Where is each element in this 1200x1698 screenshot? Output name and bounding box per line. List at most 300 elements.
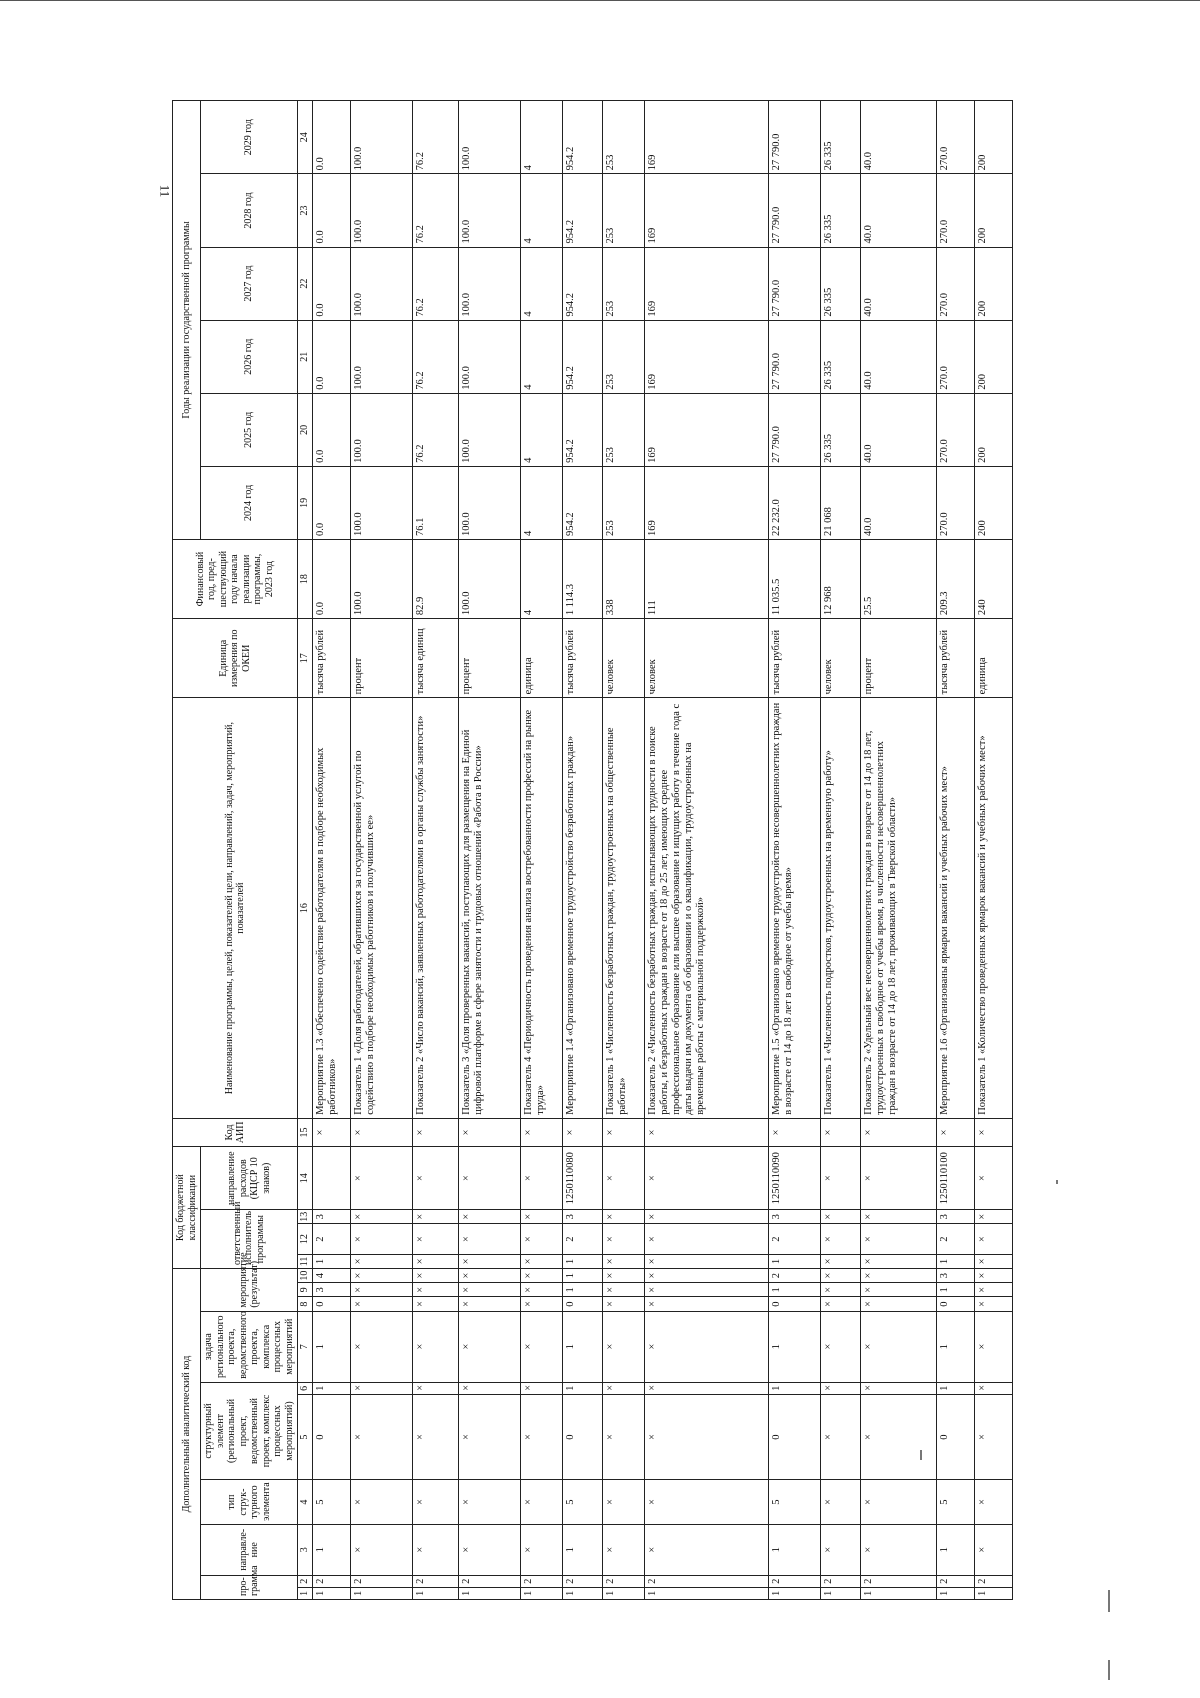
code-cell: 1 xyxy=(768,1587,820,1599)
code-cell: 1250110090 xyxy=(768,1147,820,1210)
code-cell: × xyxy=(860,1147,936,1210)
year-value: 954.2 xyxy=(562,466,602,539)
code-cell: × xyxy=(412,1480,458,1525)
year-value: 0.0 xyxy=(312,393,350,466)
year-value: 26 335 xyxy=(820,320,860,393)
code-cell: × xyxy=(412,1311,458,1382)
column-number: 1 xyxy=(298,1587,313,1599)
code-cell: 2 xyxy=(350,1575,412,1587)
code-cell: × xyxy=(936,1118,974,1146)
code-cell: × xyxy=(820,1311,860,1382)
column-number: 13 xyxy=(298,1210,313,1224)
column-number: 5 xyxy=(298,1394,313,1479)
table-row xyxy=(602,101,644,1600)
column-number: 17 xyxy=(298,619,313,698)
code-cell: 1 xyxy=(562,1587,602,1599)
code-cell: × xyxy=(458,1382,520,1394)
code-cell: × xyxy=(820,1283,860,1297)
year-value: 27 790.0 xyxy=(768,101,820,174)
code-cell: × xyxy=(520,1297,562,1311)
code-cell: × xyxy=(458,1297,520,1311)
code-cell: 2 xyxy=(458,1575,520,1587)
column-number: 22 xyxy=(298,247,313,320)
code-cell: × xyxy=(602,1283,644,1297)
code-cell: 5 xyxy=(936,1480,974,1525)
table-row xyxy=(350,101,412,1600)
year-value: 40.0 xyxy=(860,320,936,393)
table-row xyxy=(562,101,602,1600)
code-cell: × xyxy=(458,1269,520,1283)
code-cell: × xyxy=(974,1254,1012,1268)
code-cell: × xyxy=(974,1394,1012,1479)
code-cell: × xyxy=(644,1224,768,1254)
code-cell: × xyxy=(412,1394,458,1479)
year-value: 76.1 xyxy=(412,466,458,539)
code-cell: × xyxy=(860,1224,936,1254)
year-value: 200 xyxy=(974,466,1012,539)
fin-year-value: 4 xyxy=(520,539,562,618)
row-unit: единица xyxy=(520,619,562,698)
row-name: Мероприятие 1.4 «Организовано временное трудоустройство безработных граждан» xyxy=(562,698,602,1118)
code-cell: × xyxy=(350,1382,412,1394)
code-cell: 0 xyxy=(768,1297,820,1311)
code-cell: × xyxy=(974,1147,1012,1210)
code-cell: 0 xyxy=(312,1297,350,1311)
code-cell: × xyxy=(602,1311,644,1382)
table-row xyxy=(520,101,562,1600)
code-cell: × xyxy=(820,1269,860,1283)
code-cell: 3 xyxy=(936,1210,974,1224)
fin-year-value: 0.0 xyxy=(312,539,350,618)
year-value: 21 068 xyxy=(820,466,860,539)
code-cell: × xyxy=(458,1524,520,1575)
code-cell: × xyxy=(350,1480,412,1525)
code-cell: × xyxy=(412,1210,458,1224)
code-cell: × xyxy=(412,1224,458,1254)
code-cell: 0 xyxy=(312,1394,350,1479)
code-cell: × xyxy=(820,1147,860,1210)
year-value: 200 xyxy=(974,320,1012,393)
row-unit: тысяча рублей xyxy=(936,619,974,698)
year-value: 270.0 xyxy=(936,320,974,393)
fin-year-value: 82.9 xyxy=(412,539,458,618)
code-cell: 2 xyxy=(644,1575,768,1587)
year-value: 40.0 xyxy=(860,101,936,174)
code-cell: 1 xyxy=(936,1283,974,1297)
code-cell: × xyxy=(644,1269,768,1283)
column-number: 11 xyxy=(298,1254,313,1268)
code-cell: × xyxy=(974,1480,1012,1525)
code-cell: × xyxy=(350,1524,412,1575)
header-structural-element: структурный элемент (региональный проект, ведомственный проект, комплекс процессных мероприятий) xyxy=(201,1382,298,1479)
row-name: Показатель 2 «Число вакансий, заявленных работодателями в органы службы занятости» xyxy=(412,698,458,1118)
code-cell: 1 xyxy=(602,1587,644,1599)
fin-year-value: 12 968 xyxy=(820,539,860,618)
code-cell: × xyxy=(520,1254,562,1268)
code-cell: × xyxy=(974,1269,1012,1283)
code-cell: 1 xyxy=(768,1254,820,1268)
header-years-group: Годы реализации государственной программы xyxy=(173,101,201,540)
column-number: 3 xyxy=(298,1524,313,1575)
code-cell: 1 xyxy=(768,1382,820,1394)
code-cell: × xyxy=(644,1283,768,1297)
code-cell: 1 xyxy=(562,1311,602,1382)
code-cell: 1 xyxy=(860,1587,936,1599)
year-value: 40.0 xyxy=(860,393,936,466)
row-unit: единица xyxy=(974,619,1012,698)
code-cell: × xyxy=(644,1382,768,1394)
year-value: 0.0 xyxy=(312,247,350,320)
year-value: 27 790.0 xyxy=(768,393,820,466)
column-number: 10 xyxy=(298,1269,313,1283)
code-cell: × xyxy=(644,1480,768,1525)
row-name: Показатель 3 «Доля проверенных вакансий, поступающих для размещения на Единой цифровой платформе в сфере занятости и трудовых отношений «Работа в России» xyxy=(458,698,520,1118)
code-cell: 0 xyxy=(562,1297,602,1311)
code-cell: 1250110080 xyxy=(562,1147,602,1210)
table-row xyxy=(974,101,1012,1600)
year-value: 4 xyxy=(520,247,562,320)
code-cell: 0 xyxy=(936,1297,974,1311)
code-cell: 1 xyxy=(312,1524,350,1575)
code-cell: × xyxy=(974,1210,1012,1224)
header-element-type: тип струк-турного элемента xyxy=(201,1480,298,1525)
code-cell: × xyxy=(644,1297,768,1311)
code-cell: 1 xyxy=(312,1254,350,1268)
code-cell: 3 xyxy=(936,1269,974,1283)
row-name: Показатель 1 «Доля работодателей, обратившихся за государственной услугой по содействию в подборе необходимых работников и получивших ее» xyxy=(350,698,412,1118)
code-cell: × xyxy=(458,1311,520,1382)
year-value: 0.0 xyxy=(312,320,350,393)
year-value: 100.0 xyxy=(350,393,412,466)
row-unit: тысяча рублей xyxy=(562,619,602,698)
code-cell: × xyxy=(458,1283,520,1297)
code-cell: × xyxy=(602,1297,644,1311)
fin-year-value: 100.0 xyxy=(350,539,412,618)
code-cell: × xyxy=(350,1297,412,1311)
code-cell: × xyxy=(860,1311,936,1382)
year-value: 270.0 xyxy=(936,101,974,174)
code-cell: × xyxy=(974,1297,1012,1311)
code-cell: × xyxy=(860,1269,936,1283)
code-cell: × xyxy=(860,1210,936,1224)
code-cell: 1 xyxy=(562,1254,602,1268)
header-year: 2026 год xyxy=(201,320,298,393)
column-number: 23 xyxy=(298,174,313,247)
fin-year-value: 240 xyxy=(974,539,1012,618)
year-value: 200 xyxy=(974,174,1012,247)
table-row xyxy=(936,101,974,1600)
code-cell: 3 xyxy=(312,1210,350,1224)
code-cell: × xyxy=(974,1311,1012,1382)
header-year: 2028 год xyxy=(201,174,298,247)
year-value: 0.0 xyxy=(312,101,350,174)
code-cell: × xyxy=(412,1254,458,1268)
row-name: Показатель 4 «Периодичность проведения анализа востребованности профессий на рынке труда» xyxy=(520,698,562,1118)
fin-year-value: 11 035.5 xyxy=(768,539,820,618)
code-cell: × xyxy=(520,1269,562,1283)
column-number: 8 xyxy=(298,1297,313,1311)
code-cell: × xyxy=(458,1118,520,1146)
year-value: 26 335 xyxy=(820,101,860,174)
row-name: Мероприятие 1.6 «Организованы ярмарки вакансий и учебных рабочих мест» xyxy=(936,698,974,1118)
code-cell: 0 xyxy=(768,1394,820,1479)
code-cell: × xyxy=(458,1147,520,1210)
code-cell: × xyxy=(520,1118,562,1146)
year-value: 0.0 xyxy=(312,466,350,539)
year-value: 76.2 xyxy=(412,393,458,466)
code-cell: × xyxy=(860,1524,936,1575)
code-cell: × xyxy=(820,1394,860,1479)
code-cell: × xyxy=(602,1524,644,1575)
fin-year-value: 25.5 xyxy=(860,539,936,618)
code-cell: 2 xyxy=(768,1269,820,1283)
code-cell: × xyxy=(458,1394,520,1479)
code-cell: 2 xyxy=(520,1575,562,1587)
column-number: 16 xyxy=(298,698,313,1118)
code-cell: × xyxy=(520,1147,562,1210)
row-name: Показатель 2 «Численность безработных граждан, испытывающих трудности в поиске работы, и безработных граждан в возрасте от 18 до 25 лет, имеющих среднее профессиональное образование или высшее образование и ищущих работу в течение года с даты выдачи им документа об образовании и о квалификации, трудоустроенных на временные работы с материальной поддержкой» xyxy=(644,698,768,1118)
code-cell: 1 xyxy=(768,1524,820,1575)
code-cell: 3 xyxy=(312,1283,350,1297)
code-cell: × xyxy=(820,1254,860,1268)
program-table xyxy=(172,100,1013,1600)
header-additional-code: Дополнительный аналитический код xyxy=(173,1269,201,1600)
year-value: 27 790.0 xyxy=(768,320,820,393)
code-cell: × xyxy=(412,1297,458,1311)
year-value: 26 335 xyxy=(820,393,860,466)
code-cell: 2 xyxy=(312,1575,350,1587)
column-number: 20 xyxy=(298,393,313,466)
header-task: задача регионального проекта, ведомственного проекта, комплекса процессных мероприятий xyxy=(201,1311,298,1382)
header-name: Наименование программы, целей, показателей цели, направлений, задач, мероприятий, показателей xyxy=(173,698,298,1118)
code-cell: × xyxy=(412,1269,458,1283)
code-cell: 2 xyxy=(602,1575,644,1587)
column-number: 18 xyxy=(298,539,313,618)
year-value: 76.2 xyxy=(412,101,458,174)
code-cell: 2 xyxy=(860,1575,936,1587)
code-cell: × xyxy=(602,1210,644,1224)
code-cell: × xyxy=(520,1224,562,1254)
year-value: 40.0 xyxy=(860,247,936,320)
fin-year-value: 1 114.3 xyxy=(562,539,602,618)
scan-mark xyxy=(1108,1660,1110,1680)
code-cell: × xyxy=(562,1118,602,1146)
code-cell: × xyxy=(644,1147,768,1210)
header-aip-code: Код АИП xyxy=(173,1118,298,1146)
code-cell: × xyxy=(820,1224,860,1254)
row-unit: человек xyxy=(644,619,768,698)
row-unit: человек xyxy=(602,619,644,698)
year-value: 169 xyxy=(644,247,768,320)
code-cell: 1 xyxy=(562,1283,602,1297)
code-cell: × xyxy=(520,1480,562,1525)
code-cell: × xyxy=(602,1269,644,1283)
code-cell: 1 xyxy=(312,1382,350,1394)
year-value: 169 xyxy=(644,101,768,174)
code-cell: × xyxy=(820,1382,860,1394)
year-value: 169 xyxy=(644,320,768,393)
row-name: Показатель 1 «Количество проведенных ярмарок вакансий и учебных рабочих мест» xyxy=(974,698,1012,1118)
code-cell: × xyxy=(860,1480,936,1525)
code-cell: × xyxy=(768,1118,820,1146)
code-cell: 1 xyxy=(562,1382,602,1394)
column-number: 12 xyxy=(298,1224,313,1254)
row-name: Показатель 2 «Удельный вес несовершеннолетних граждан в возрасте от 14 до 18 лет, трудоустроенных в свободное от учебы время, в численности несовершеннолетних граждан в возрасте от 14 до 18 лет, проживающих в Тверской области» xyxy=(860,698,936,1118)
year-value: 954.2 xyxy=(562,393,602,466)
page-number: 11 xyxy=(157,184,173,198)
year-value: 0.0 xyxy=(312,174,350,247)
year-value: 253 xyxy=(602,393,644,466)
year-value: 253 xyxy=(602,247,644,320)
code-cell: × xyxy=(312,1118,350,1146)
code-cell: 1 xyxy=(412,1587,458,1599)
year-value: 4 xyxy=(520,393,562,466)
year-value: 40.0 xyxy=(860,466,936,539)
code-cell xyxy=(312,1147,350,1210)
code-cell: 1 xyxy=(936,1524,974,1575)
code-cell: 1 xyxy=(350,1587,412,1599)
code-cell: × xyxy=(520,1210,562,1224)
column-number: 15 xyxy=(298,1118,313,1146)
code-cell: × xyxy=(644,1254,768,1268)
header-direction: направле-ние xyxy=(201,1524,298,1575)
code-cell: × xyxy=(644,1210,768,1224)
code-cell: × xyxy=(602,1224,644,1254)
year-value: 26 335 xyxy=(820,247,860,320)
row-unit: человек xyxy=(820,619,860,698)
code-cell: 2 xyxy=(768,1224,820,1254)
code-cell: 1 xyxy=(936,1254,974,1268)
year-value: 253 xyxy=(602,174,644,247)
year-value: 100.0 xyxy=(350,466,412,539)
row-unit: тысяча рублей xyxy=(312,619,350,698)
year-value: 200 xyxy=(974,393,1012,466)
table-row xyxy=(768,101,820,1600)
year-value: 270.0 xyxy=(936,393,974,466)
table-row xyxy=(860,101,936,1600)
table-row xyxy=(820,101,860,1600)
code-cell: 1 xyxy=(936,1311,974,1382)
year-value: 100.0 xyxy=(458,320,520,393)
fin-year-value: 338 xyxy=(602,539,644,618)
code-cell: × xyxy=(412,1147,458,1210)
column-number: 24 xyxy=(298,101,313,174)
code-cell: 1 xyxy=(936,1587,974,1599)
code-cell: × xyxy=(820,1524,860,1575)
year-value: 100.0 xyxy=(458,247,520,320)
code-cell: × xyxy=(350,1283,412,1297)
header-year: 2027 год xyxy=(201,247,298,320)
code-cell: 1 xyxy=(562,1269,602,1283)
code-cell: × xyxy=(860,1283,936,1297)
code-cell: × xyxy=(458,1254,520,1268)
table-row xyxy=(312,101,350,1600)
code-cell: × xyxy=(602,1480,644,1525)
fin-year-value: 100.0 xyxy=(458,539,520,618)
code-cell: 2 xyxy=(412,1575,458,1587)
top-edge-line xyxy=(0,0,1200,1)
year-value: 954.2 xyxy=(562,101,602,174)
year-value: 270.0 xyxy=(936,174,974,247)
year-value: 253 xyxy=(602,466,644,539)
code-cell: 1 xyxy=(644,1587,768,1599)
code-cell: × xyxy=(350,1394,412,1479)
column-number: 21 xyxy=(298,320,313,393)
year-value: 169 xyxy=(644,393,768,466)
code-cell: × xyxy=(820,1118,860,1146)
code-cell: × xyxy=(350,1147,412,1210)
code-cell: × xyxy=(520,1394,562,1479)
code-cell: × xyxy=(350,1224,412,1254)
row-name: Показатель 1 «Численность безработных граждан, трудоустроенных на общественные работы» xyxy=(602,698,644,1118)
year-value: 169 xyxy=(644,466,768,539)
code-cell: × xyxy=(520,1311,562,1382)
year-value: 100.0 xyxy=(350,101,412,174)
code-cell: 1 xyxy=(520,1587,562,1599)
column-number: 7 xyxy=(298,1311,313,1382)
year-value: 100.0 xyxy=(458,101,520,174)
column-number: 4 xyxy=(298,1480,313,1525)
code-cell: × xyxy=(820,1480,860,1525)
code-cell: × xyxy=(644,1524,768,1575)
code-cell: × xyxy=(412,1382,458,1394)
year-value: 270.0 xyxy=(936,466,974,539)
year-value: 954.2 xyxy=(562,174,602,247)
year-value: 100.0 xyxy=(350,174,412,247)
code-cell: × xyxy=(412,1283,458,1297)
code-cell: 2 xyxy=(820,1575,860,1587)
code-cell: × xyxy=(520,1283,562,1297)
year-value: 27 790.0 xyxy=(768,174,820,247)
year-value: 40.0 xyxy=(860,174,936,247)
header-expense-direction: направление расходов (КЦСР 10 знаков) xyxy=(201,1147,298,1210)
header-budget-code: Код бюджетной классификации xyxy=(173,1147,201,1269)
code-cell: 3 xyxy=(768,1210,820,1224)
column-number: 9 xyxy=(298,1283,313,1297)
code-cell: 2 xyxy=(562,1575,602,1587)
header-year: 2025 год xyxy=(201,393,298,466)
year-value: 253 xyxy=(602,101,644,174)
code-cell: 1250110100 xyxy=(936,1147,974,1210)
code-cell: × xyxy=(350,1254,412,1268)
code-cell: × xyxy=(820,1210,860,1224)
code-cell: 1 xyxy=(820,1587,860,1599)
code-cell: × xyxy=(860,1394,936,1479)
year-value: 100.0 xyxy=(350,320,412,393)
code-cell: 1 xyxy=(312,1311,350,1382)
code-cell: × xyxy=(860,1118,936,1146)
row-unit: тысяча рублей xyxy=(768,619,820,698)
year-value: 26 335 xyxy=(820,174,860,247)
code-cell: × xyxy=(520,1382,562,1394)
code-cell: × xyxy=(520,1524,562,1575)
code-cell: 2 xyxy=(562,1224,602,1254)
year-value: 169 xyxy=(644,174,768,247)
year-value: 200 xyxy=(974,101,1012,174)
row-unit: процент xyxy=(458,619,520,698)
code-cell: × xyxy=(412,1118,458,1146)
code-cell: 0 xyxy=(562,1394,602,1479)
year-value: 4 xyxy=(520,174,562,247)
header-executor: ответственный исполнитель программы xyxy=(201,1210,298,1269)
code-cell: 1 xyxy=(768,1311,820,1382)
code-cell: × xyxy=(412,1524,458,1575)
code-cell: × xyxy=(644,1118,768,1146)
code-cell: × xyxy=(350,1118,412,1146)
header-year: 2029 год xyxy=(201,101,298,174)
code-cell: × xyxy=(458,1480,520,1525)
year-value: 4 xyxy=(520,101,562,174)
